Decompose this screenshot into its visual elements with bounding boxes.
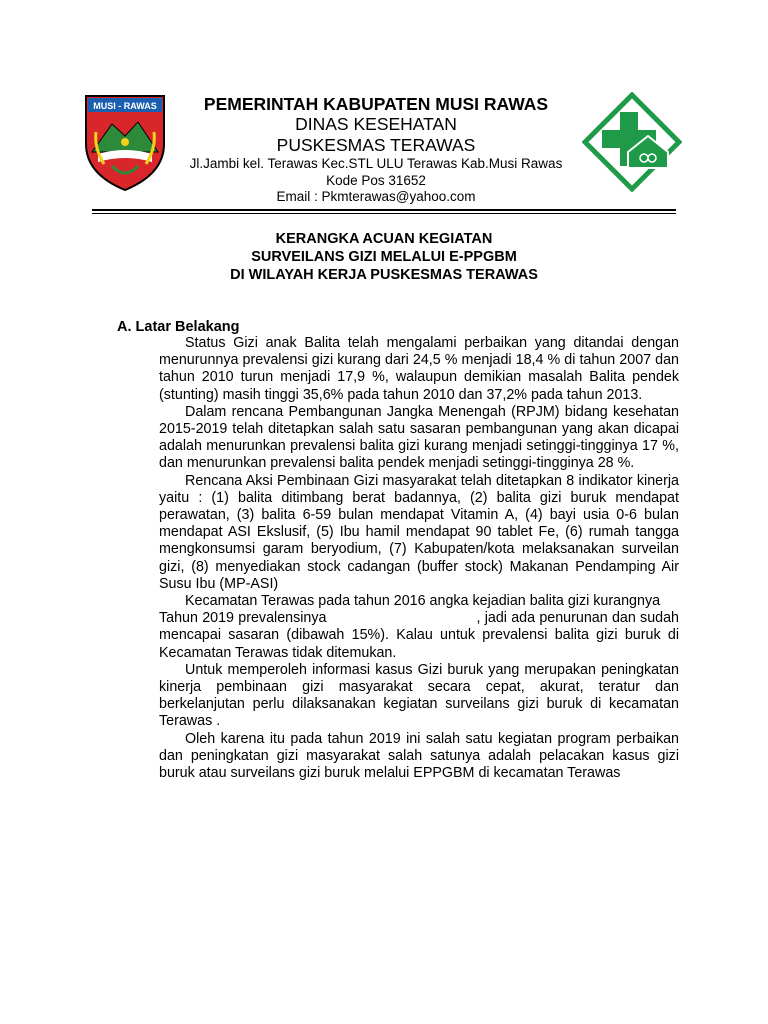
paragraph-4: Kecamatan Terawas pada tahun 2016 angka kejadian balita gizi kurangnya [185,593,661,610]
paragraph-2: Dalam rencana Pembangunan Jangka Menengah (RPJM) bidang kesehatan 2015-2019 telah ditetapkan salah satu sasaran pembangunan yang akan dicapai adalah menurunkan prevalensi balita gizi kurang menjadi setinggi-tingginya 17 %, dan menurunkan prevalensi balita pendek menjadi setinggi-tingginya 28 %. [159,403,679,472]
header-divider-thin [92,213,676,214]
musi-rawas-emblem-icon [82,92,168,192]
paragraph-6: Untuk memperoleh informasi kasus Gizi buruk yang merupakan peningkatan kinerja pembinaan gizi masyarakat secara cepat, akurat, teratur dan berkelanjutan perlu dilaksanakan kegiatan surveilans gizi buruk di kecamatan Terawas . [159,661,679,730]
postal-code: Kode Pos 31652 [326,172,426,188]
title-line-3: DI WILAYAH KERJA PUSKESMAS TERAWAS [230,267,538,283]
puskesmas-logo-icon [582,92,682,192]
government-name: PEMERINTAH KABUPATEN MUSI RAWAS [203,94,549,114]
paragraph-1: Status Gizi anak Balita telah mengalami perbaikan yang ditandai dengan menurunnya prevalensi gizi kurang dari 24,5 % menjadi 18,4 % di tahun 2007 dan tahun 2010 turun menjadi 17,9 %, walaupun demikian masalah Balita pendek (stunting) masih tinggi 35,6% pada tahun 2010 dan 37,2% pada tahun 2013. [159,335,679,403]
title-line-2: SURVEILANS GIZI MELALUI E-PPGBM [251,249,517,265]
paragraph-7: Oleh karena itu pada tahun 2019 ini salah satu kegiatan program perbaikan dan peningkatan gizi masyarakat salah satunya adalah pelacakan kasus gizi buruk atau surveilans gizi buruk melalui EPPGBM di kecamatan Terawas [159,730,679,782]
letterhead [170,94,582,206]
puskesmas-name: PUSKESMAS TERAWAS [276,135,476,155]
address: Jl.Jambi kel. Terawas Kec.STL ULU Terawas Kab.Musi Rawas [189,156,563,171]
paragraph-5-end: , jadi ada penurunan dan sudah mencapai sasaran (dibawah 15%). Kalau untuk prevalensi balita gizi buruk di Kecamatan Terawas tidak ditemukan. [159,610,679,661]
paragraph-5 [159,610,679,662]
header-divider-thick [92,209,676,211]
section-body [159,335,679,782]
title-line-1: KERANGKA ACUAN KEGIATAN [275,231,493,247]
email: Email : Pkmterawas@yahoo.com [276,189,476,204]
section-heading: A. Latar Belakang [117,319,240,335]
document-title [100,230,668,284]
paragraph-3: Rencana Aksi Pembinaan Gizi masyarakat telah ditetapkan 8 indikator kinerja yaitu : (1) balita ditimbang berat badannya, (2) balita gizi buruk mendapat perawatan, (3) balita 6-59 bulan mendapat Vitamin A, (4) bayi usia 0-6 bulan mendapat ASI Ekslusif, (5) Ibu hamil mendapat 90 tablet Fe, (6) rumah tangga mengkonsumsi garam beryodium, (7) Kabupaten/kota melaksanakan surveilan gizi, (8) menyediakan stock cadangan (buffer stock) Makanan Pendamping Air Susu Ibu (MP-ASI) [159,472,679,592]
paragraph-5-start: Tahun 2019 prevalensinya [159,610,327,627]
emblem-label: MUSI - RAWAS [93,101,157,111]
department-name: DINAS KESEHATAN [295,114,457,134]
